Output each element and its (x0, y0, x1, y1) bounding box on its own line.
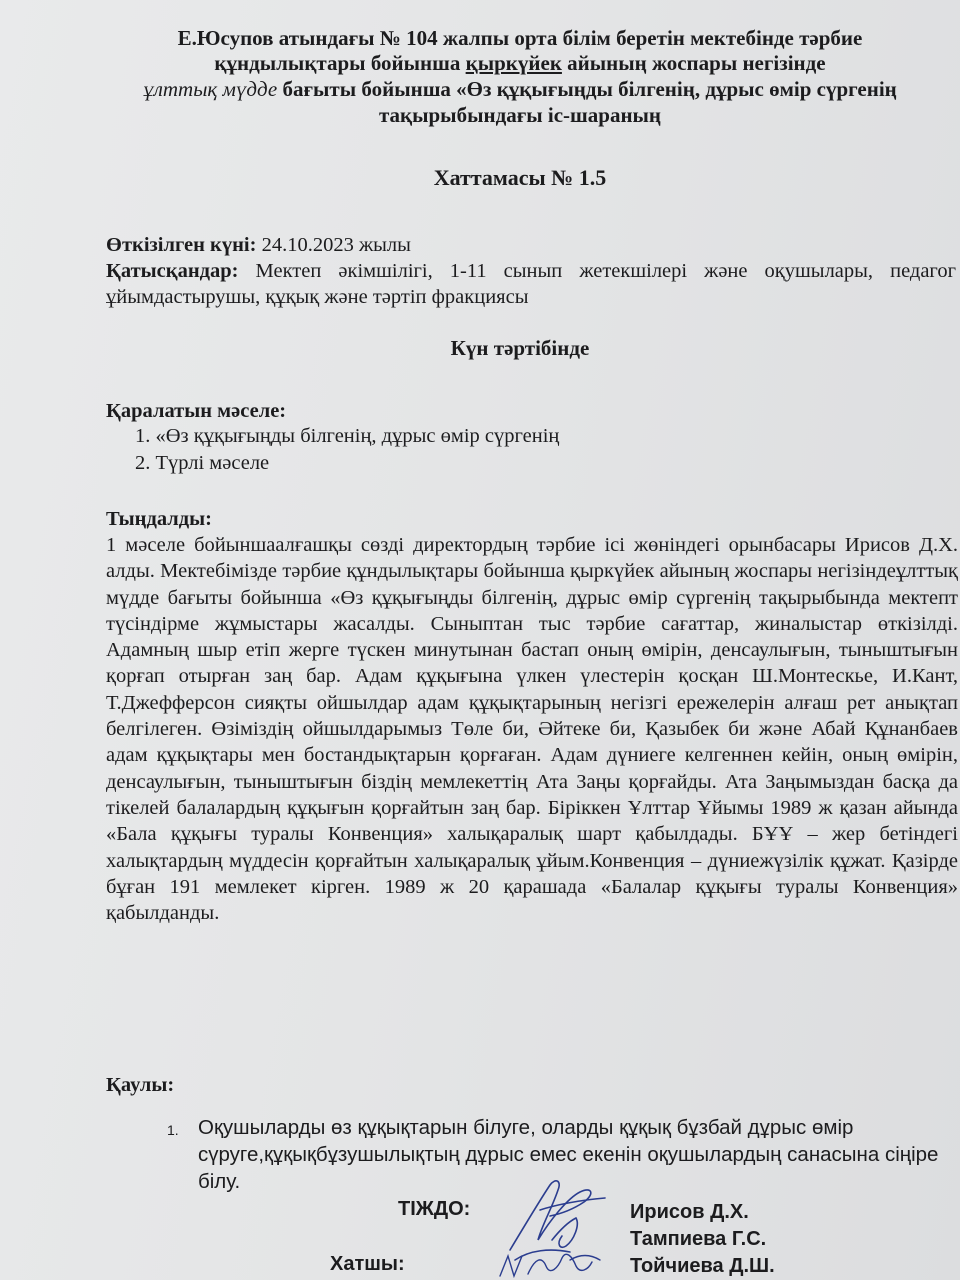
protocol-title: Хаттамасы № 1.5 (433, 165, 607, 190)
header-month: қыркүйек (465, 51, 562, 75)
header-line-2: құндылықтары бойынша қыркүйек айының жоспары негізінде (214, 51, 826, 75)
signatory-name-2: Тампиева Г.С. (630, 1228, 767, 1250)
header-line-4: тақырыбындағы іс-шараның (378, 103, 662, 127)
agenda-title: Күн тәртібінде (450, 336, 590, 360)
header-direction: ұлттық мүдде (143, 77, 278, 101)
decision-label: Қаулы: (106, 1074, 175, 1096)
date-label: Өткізілген күні: (106, 234, 257, 256)
header-line-1: Е.Юсупов атындағы № 104 жалпы орта білім беретін мектебінде тәрбие (177, 26, 863, 50)
handwritten-signature-icon (480, 1170, 650, 1280)
participants (106, 258, 956, 310)
role-secretary: Хатшы: (330, 1253, 405, 1275)
header-line-3: ұлттық мүдде бағыты бойынша «Өз құқығыңды білгенің, дұрыс өмір сүргенің (143, 77, 897, 101)
meeting-date (106, 232, 956, 258)
decision-number: 1. (167, 1122, 179, 1138)
participants-label: Қатысқандар: (106, 260, 239, 282)
issue-item-1: 1. «Өз құқығыңды білгенің, дұрыс өмір сүргенің (135, 425, 560, 447)
decision-text: Оқушыларды өз құқықтарын білуге, оларды құқық бұзбай дұрыс өмір сүруге,құқықбұзушылықтың дұрыс емес екенін оқушылардың санасына сіңіре білу. (198, 1116, 939, 1193)
participants-value: Мектеп әкімшілігі, 1-11 сынып жетекшілері және оқушылары, педагог ұйымдастырушы, құқық және тәртіп фракциясы (106, 260, 956, 308)
heard-label: Тыңдалды: (106, 508, 212, 530)
signatory-name-3: Тойчиева Д.Ш. (630, 1255, 775, 1277)
date-value: 24.10.2023 жылы (256, 234, 411, 256)
issue-item-2: 2. Түрлі мәселе (135, 452, 270, 474)
role-tizhdo: ТІЖДО: (398, 1198, 471, 1220)
heard-text: 1 мәселе бойыншаалғашқы сөзді директордың тәрбие ісі жөніндегі орынбасары Ирисов Д.Х. алды. Мектебімізде тәрбие құндылықтары бойынша қыркүйек айының жоспары негізіндеұлттық мүдде бағыты бойынша «Өз құқығыңды білгенің, дұрыс өмір сүргенің тақырыбында мектепт түсіндірме жұмыстары жасалды. Сыныптан тыс тәрбие сағаттар, жиналыстар өткізілді. Адамның шыр етіп жерге түскен минутынан бастап оның өмірін, денсаулығын, тыныштығын қорғап отырған заң бар. Адам құқығына үлкен үлестерін қосқан Ш.Монтескье, И.Кант, Т.Джефферсон сияқты ойшылдар адам құқықтарының негізгі ережелерін алғаш рет анықтап белгілеген. Өзіміздің ойшылдарымыз Төле би, Әйтеке би, Қазыбек би және Абай Құнанбаев адам құқықтары мен бостандықтарын қорғаған. Адам дүниеге келгеннен кейін, оның өмірін, денсаулығын, тыныштығын біздің мемлекеттің Ата Заңы қорғайды. Ата Заңымыздан басқа да тікелей балалардың құқығын қорғайтын заң бар. Біріккен Ұлттар Ұйымы 1989 ж қазан айында «Бала құқығы туралы Конвенция» халықаралық шарт қабылдады. БҰҰ – жер бетіндегі халықтардың мүддесін қорғайтын халықаралық ұйым.Конвенция – дүниежүзілік құжат. Қазірде бұған 191 мемлекет кірген. 1989 ж 20 қарашада «Балалар құқығы туралы Конвенция» қабылданды. (106, 534, 958, 925)
signatory-name-1: Ирисов Д.Х. (630, 1201, 749, 1223)
issues-label: Қаралатын мәселе: (106, 400, 287, 422)
